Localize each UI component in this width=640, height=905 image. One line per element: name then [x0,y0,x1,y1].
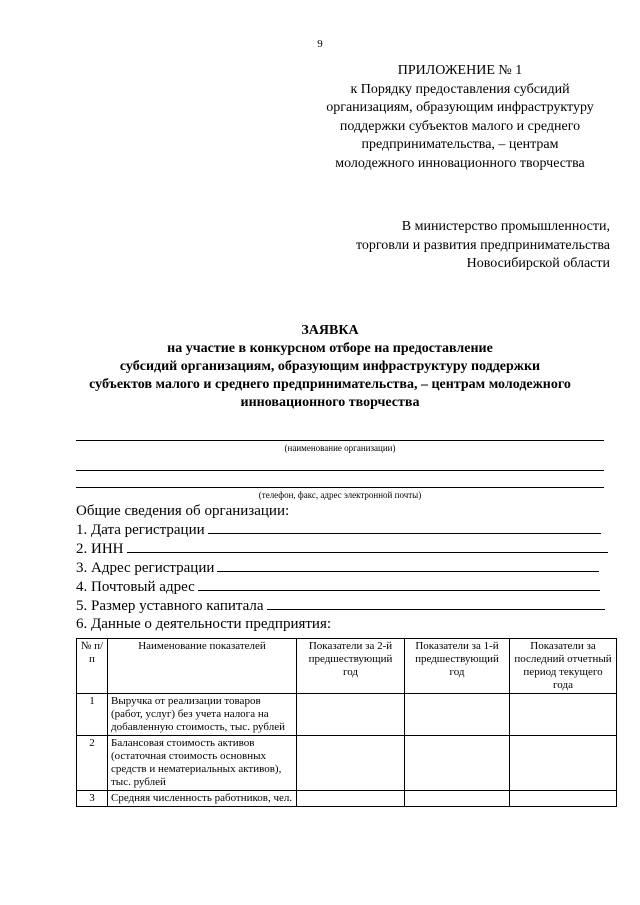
contacts-field[interactable] [76,487,604,488]
annex-title: ПРИЛОЖЕНИЕ № 1 [397,63,523,78]
value-cell[interactable] [405,694,510,736]
contacts-caption: (телефон, факс, адрес электронной почты) [258,490,422,500]
annex-line: организациям, образующим инфраструктуру [326,100,594,115]
capital-row [76,596,608,615]
capital-field[interactable] [267,596,605,610]
value-cell[interactable] [510,736,617,791]
info-label: 5. Размер уставного капитала [76,598,264,614]
page-number: 9 [317,38,323,50]
activity-heading: 6. Данные о деятельности предприятия: [76,616,332,632]
title-line: инновационного творчества [240,395,420,410]
title-line: субсидий организациям, образующим инфраструктуру поддержки [119,359,541,374]
row-number: 2 [77,736,108,791]
info-label: 4. Почтовый адрес [76,579,195,595]
indicator-name: Выручка от реализации товаров (работ, услуг) без учета налога на добавленную стоимость, тыс. рублей [108,694,297,736]
org-name-field[interactable] [76,440,604,441]
addressee-line: торговли и развития предпринимательства [355,237,610,253]
postal-address-row [76,577,608,596]
registration-date-field[interactable] [208,520,601,534]
value-cell[interactable] [297,736,405,791]
addressee-line: В министерство промышленности, [401,219,610,234]
header-cell: № п/п [77,639,108,694]
value-cell[interactable] [297,791,405,807]
title-heading: ЗАЯВКА [301,323,359,338]
annex-line: молодежного инновационного творчества [335,155,585,171]
value-cell[interactable] [297,694,405,736]
title-line: субъектов малого и среднего предпринимательства, – центрам молодежного [89,377,571,392]
info-label: 1. Дата регистрации [76,522,205,538]
value-cell[interactable] [405,791,510,807]
table-row [77,791,617,807]
table-header-row [77,639,617,694]
activity-table [76,638,617,807]
registration-address-field[interactable] [217,558,599,572]
annex-block [300,62,620,173]
title-line: на участие в конкурсном отборе на предоставление [167,341,493,356]
inn-row [76,539,608,558]
registration-address-row [76,558,608,577]
indicator-name: Средняя численность работников, чел. [108,791,297,807]
indicator-name: Балансовая стоимость активов (остаточная стоимость основных средств и нематериальных активов), тыс. рублей [108,736,297,791]
row-number: 1 [77,694,108,736]
table-row [77,736,617,791]
table-row [77,694,617,736]
annex-line: к Порядку предоставления субсидий [350,81,570,97]
org-name-caption: (наименование организации) [284,443,396,453]
annex-line: поддержки субъектов малого и среднего [339,118,581,134]
info-label: 2. ИНН [76,541,124,557]
info-heading: Общие сведения об организации: [76,503,290,519]
org-name-field-line2[interactable] [76,470,604,471]
registration-date-row [76,520,608,539]
value-cell[interactable] [510,694,617,736]
row-number: 3 [77,791,108,807]
header-cell: Показатели за последний отчетный период текущего года [510,639,617,694]
annex-line: предпринимательства, – центрам [361,137,559,152]
application-title [60,322,600,412]
postal-address-field[interactable] [198,577,600,591]
addressee-block [356,218,610,274]
general-info [76,502,608,633]
value-cell[interactable] [510,791,617,807]
header-cell: Наименование показателей [108,639,297,694]
inn-field[interactable] [127,539,608,553]
info-label: 3. Адрес регистрации [76,560,215,576]
header-cell: Показатели за 1-й предшествующий год [405,639,510,694]
addressee-line: Новосибирской области [466,256,610,271]
value-cell[interactable] [405,736,510,791]
header-cell: Показатели за 2-й предшествующий год [297,639,405,694]
